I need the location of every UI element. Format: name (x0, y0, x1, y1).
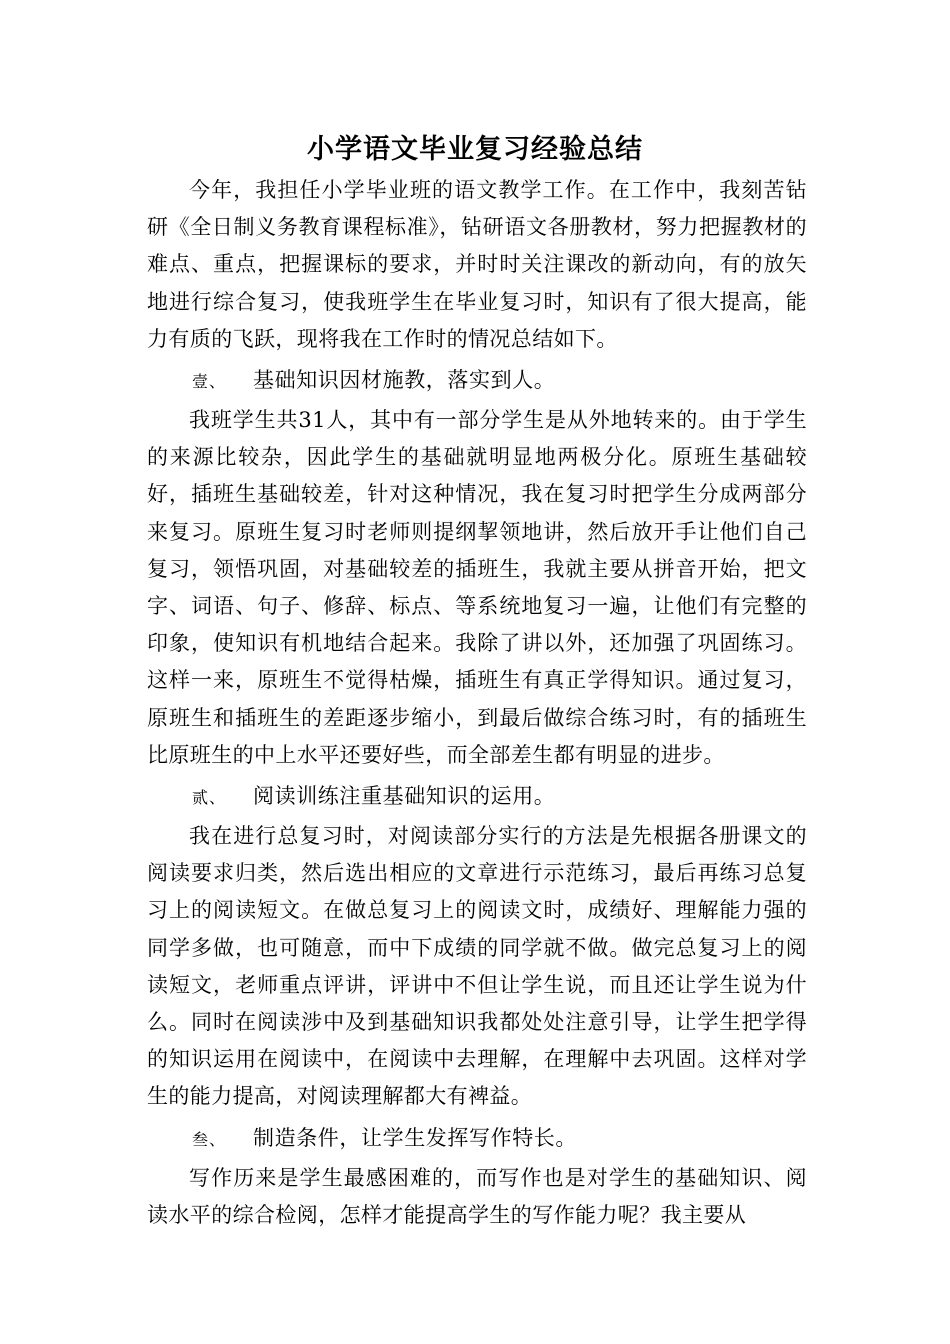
section-number-2: 贰、 (192, 788, 227, 808)
paragraph-section-1: 我班学生共31人，其中有一部分学生是从外地转来的。由于学生的来源比较杂，因此学生的基础就明显地两极分化。原班生基础较好，插班生基础较差，针对这种情况，我在复习时把学生分成两部分来复习。原班生复习时老师则提纲挈领地讲，然后放开手让他们自己复习，领悟巩固，对基础较差的插班生，我就主要从拼音开始，把文字、词语、句子、修辞、标点、等系统地复习一遍，让他们有完整的印象，使知识有机地结合起来。我除了讲以外，还加强了巩固练习。这样一来，原班生不觉得枯燥，插班生有真正学得知识。通过复习，原班生和插班生的差距逐步缩小，到最后做综合练习时，有的插班生比原班生的中上水平还要好些，而全部差生都有明显的进步。 (147, 408, 807, 767)
section-heading-1 (147, 358, 807, 402)
paragraph-section-2: 我在进行总复习时，对阅读部分实行的方法是先根据各册课文的阅读要求归类，然后选出相应的文章进行示范练习，最后再练习总复习上的阅读短文。在做总复习上的阅读文时，成绩好、理解能力强的同学多做，也可随意，而中下成绩的同学就不做。做完总复习上的阅读短文，老师重点评讲，评讲中不但让学生说，而且还让学生说为什么。同时在阅读涉中及到基础知识我都处处注意引导，让学生把学得的知识运用在阅读中，在阅读中去理解，在理解中去巩固。这样对学生的能力提高，对阅读理解都大有裨益。 (147, 824, 807, 1109)
section-heading-text-2: 阅读训练注重基础知识的运用。 (253, 784, 556, 809)
section-heading-3 (147, 1116, 807, 1160)
document-title: 小学语文毕业复习经验总结 (307, 134, 643, 165)
section-heading-2 (147, 774, 807, 818)
section-heading-text-1: 基础知识因材施教，落实到人。 (253, 368, 556, 393)
section-number-1: 壹、 (192, 372, 227, 392)
section-number-3: 叁、 (192, 1129, 227, 1149)
paragraph-section-3: 写作历来是学生最感困难的，而写作也是对学生的基础知识、阅读水平的综合检阅，怎样才能提高学生的写作能力呢？我主要从 (147, 1165, 807, 1227)
section-heading-text-3: 制造条件，让学生发挥写作特长。 (253, 1125, 577, 1150)
paragraph-intro: 今年，我担任小学毕业班的语文教学工作。在工作中，我刻苦钻研《全日制义务教育课程标准》，钻研语文各册教材，努力把握教材的难点、重点，把握课标的要求，并时时关注课改的新动向，有的放矢地进行综合复习，使我班学生在毕业复习时，知识有了很大提高，能力有质的飞跃，现将我在工作时的情况总结如下。 (147, 178, 807, 351)
document-body (147, 172, 807, 1234)
